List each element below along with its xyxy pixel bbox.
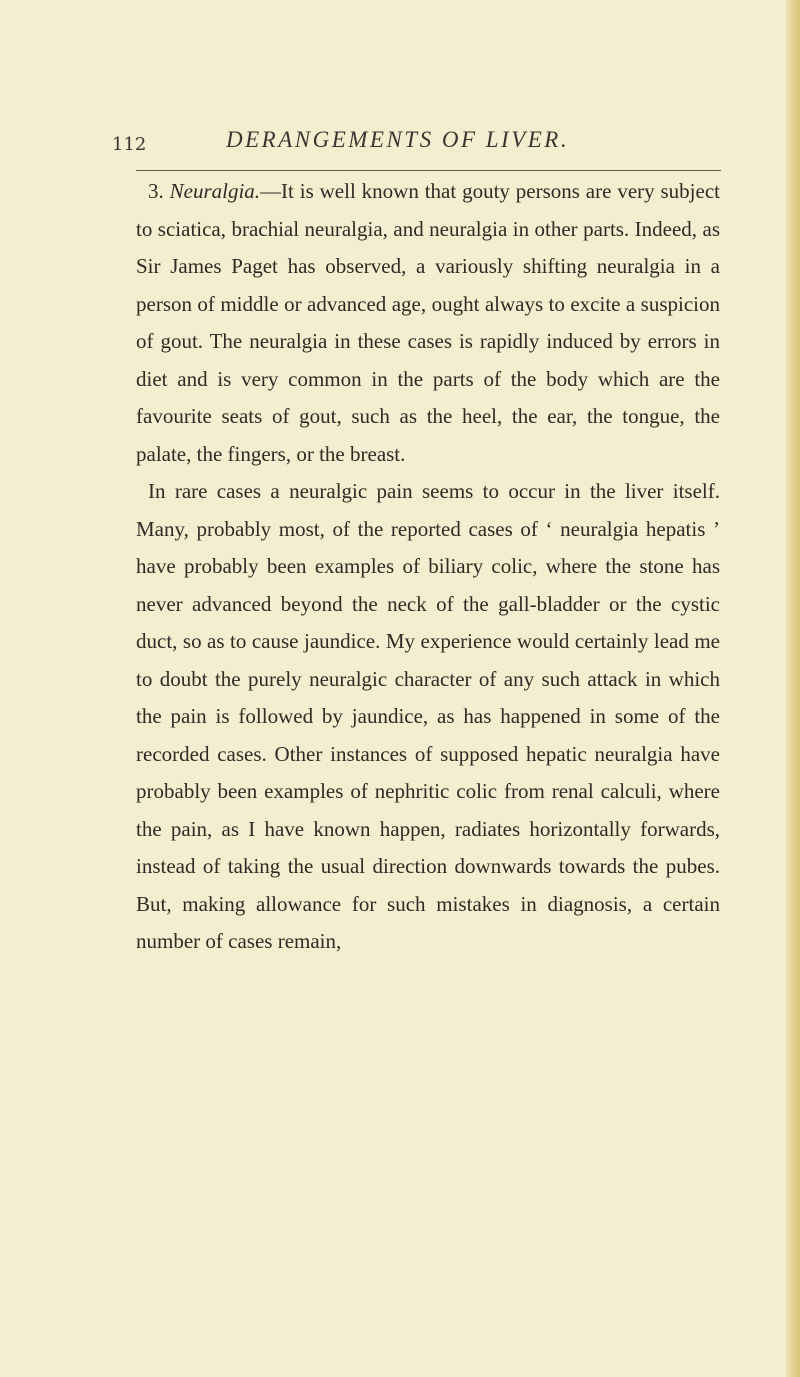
section-number: 3. [148,179,164,203]
page-edge [786,0,800,1377]
page-header [112,118,722,160]
page-number: 112 [112,134,147,155]
running-head: DERANGEMENTS OF LIVER. [226,127,570,152]
paragraph [136,173,720,473]
section-title: Neuralgia. [169,179,261,203]
paragraph [136,473,720,961]
header-rule [136,170,721,171]
paragraph-text: —It is well known that gouty persons are very subject to sciatica, brachial neuralgia, and neuralgia in other parts. Indeed, as Sir James Paget has observed, a variously shifting neuralgia in a person of middle or advanced age, ought always to excite a suspicion of gout. The neuralgia in these cases is rapidly induced by errors in diet and is very common in the parts of the body which are the favourite seats of gout, such as the heel, the ear, the tongue, the palate, the fingers, or the breast. [136,179,720,466]
body-text [136,173,720,961]
paragraph-text: In rare cases a neuralgic pain seems to occur in the liver itself. Many, probably most, of the reported cases of ‘ neuralgia hepatis ’ have probably been examples of biliary colic, where the stone has never advanced beyond the neck of the gall-bladder or the cystic duct, so as to cause jaundice. My experience would certainly lead me to doubt the purely neuralgic character of any such attack in which the pain is followed by jaundice, as has happened in some of the recorded cases. Other instances of supposed hepatic neuralgia have probably been examples of nephritic colic from renal calculi, where the pain, as I have known happen, radiates horizontally forwards, instead of taking the usual direction downwards towards the pubes. But, making allowance for such mistakes in diagnosis, a certain number of cases remain, [136,479,720,953]
